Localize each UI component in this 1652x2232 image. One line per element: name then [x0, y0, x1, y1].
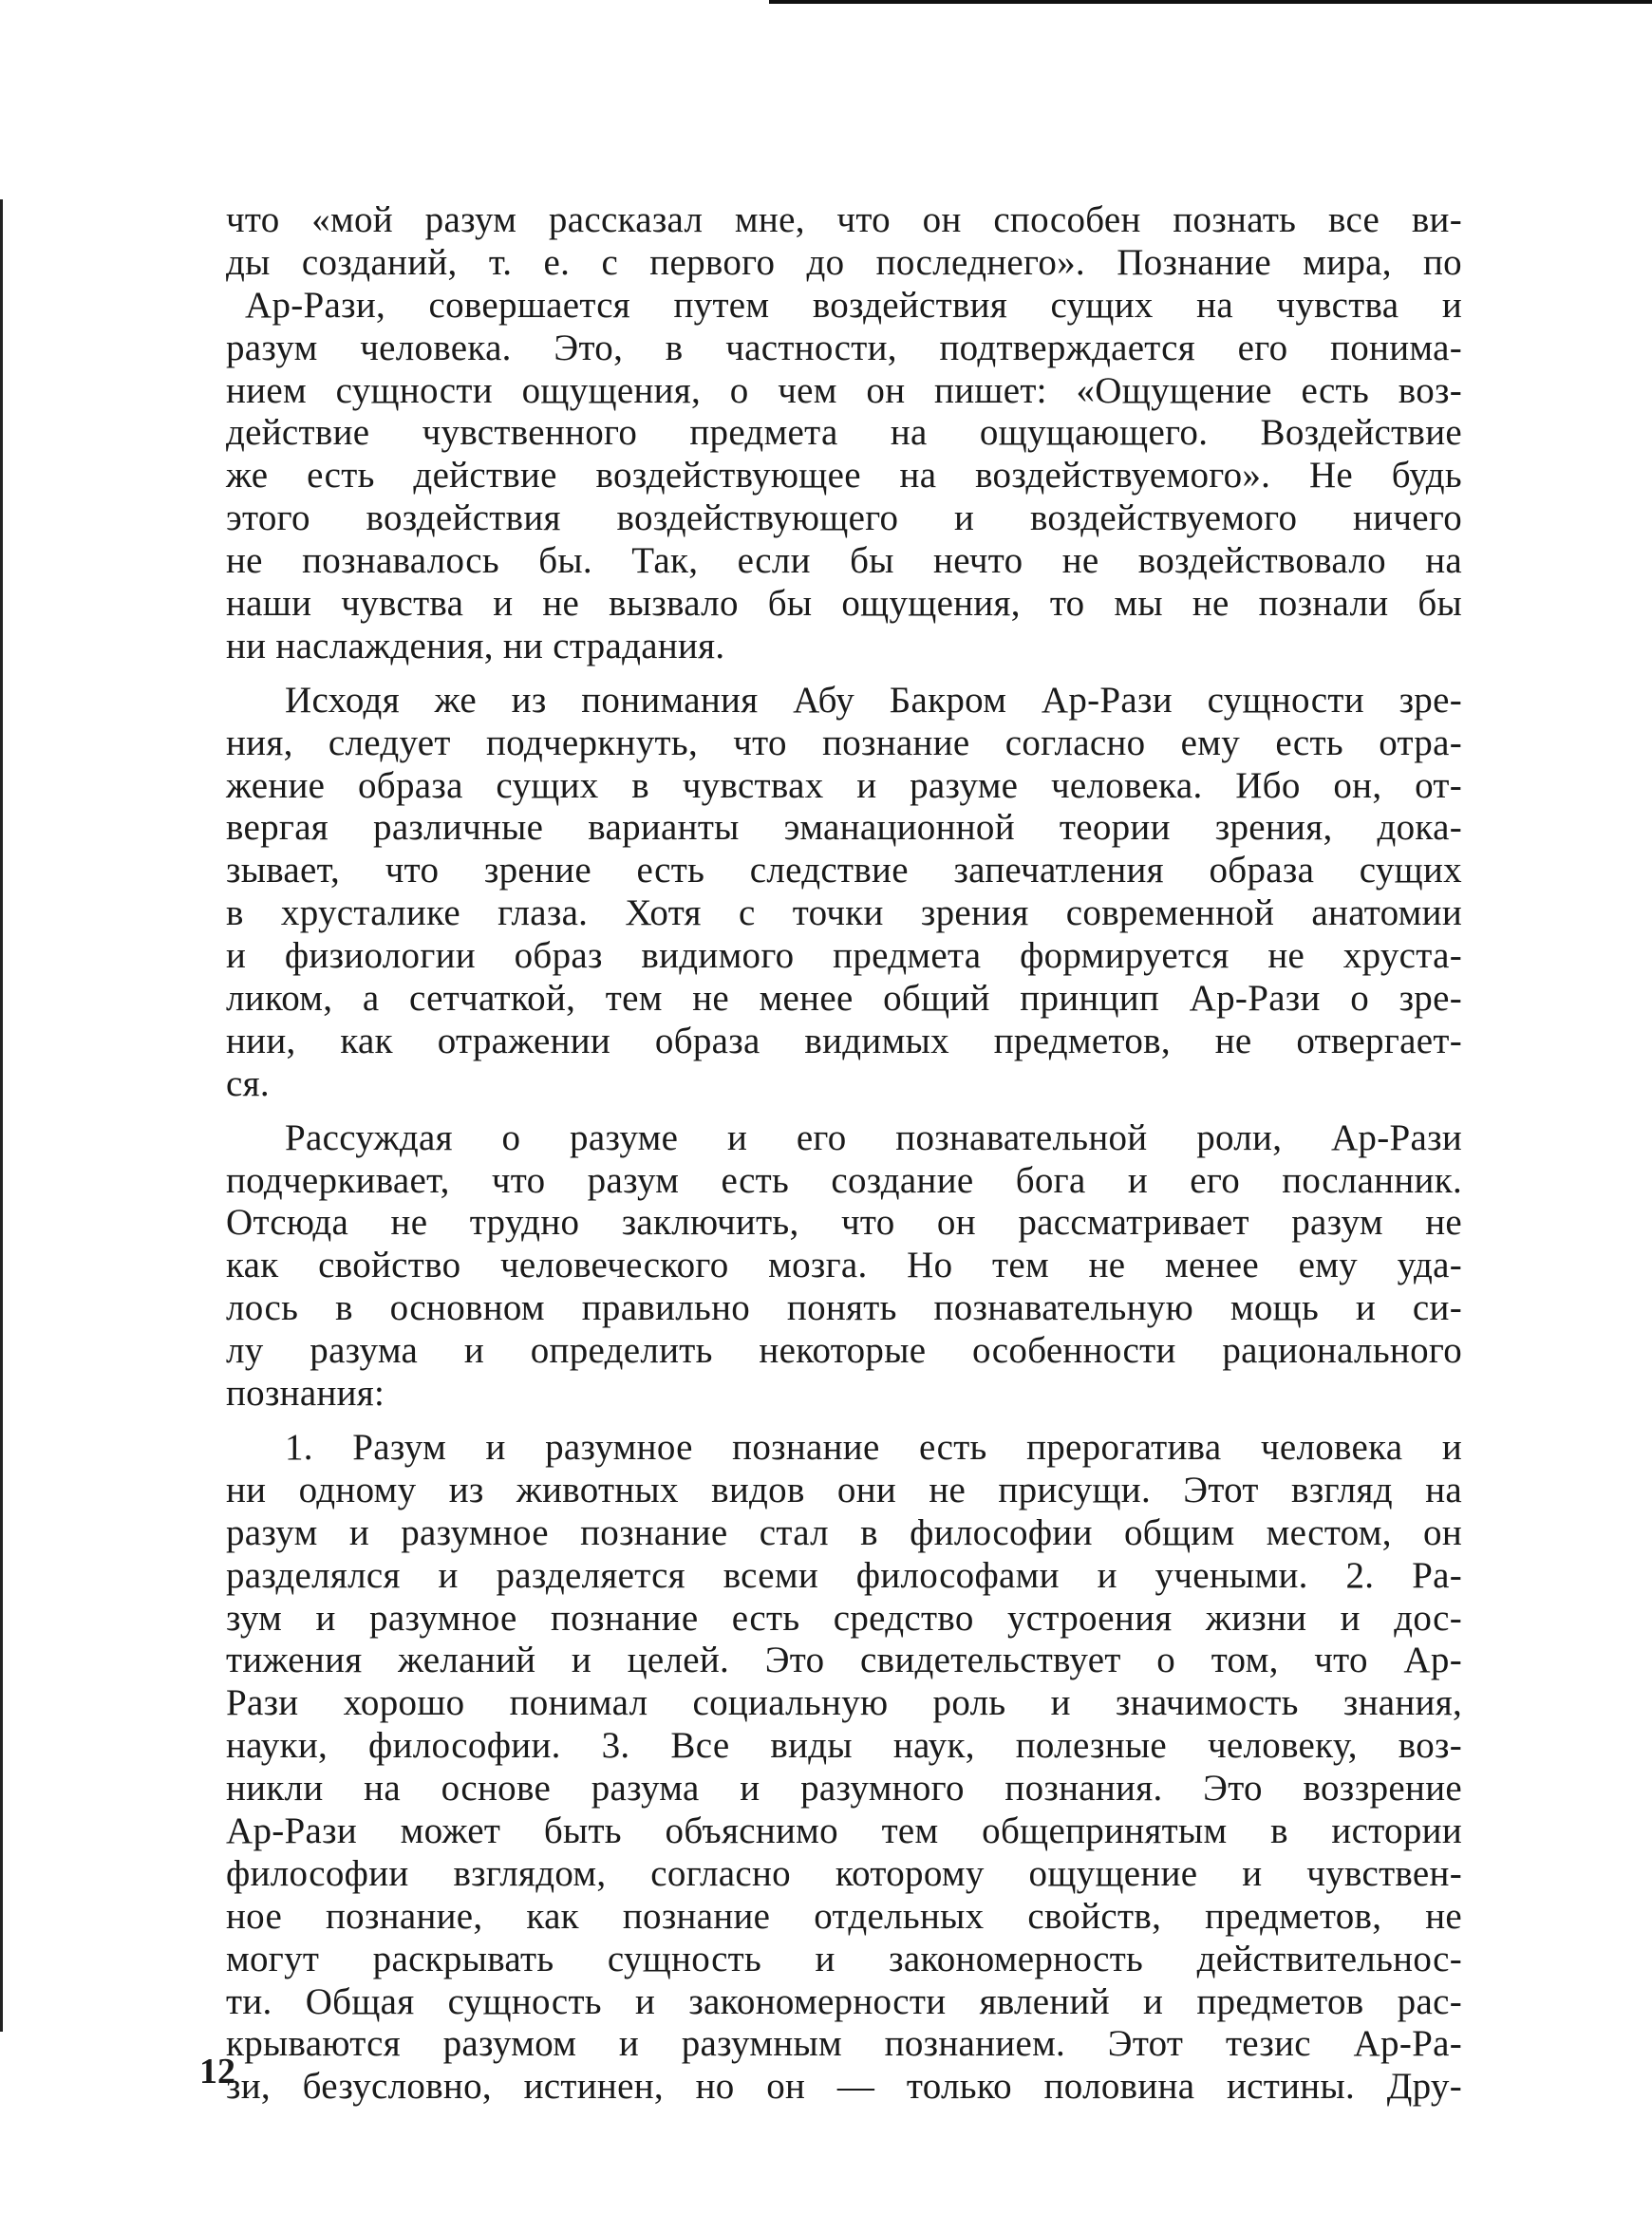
- text-line: Ар-Рази может быть объяснимо тем общепринятым в истории: [226, 1810, 1462, 1851]
- text-line: могут раскрывать сущность и закономерность действительнос-: [226, 1938, 1462, 1979]
- text-line: ни одному из животных видов они не присущи. Этот взгляд на: [226, 1469, 1462, 1510]
- text-line: лу разума и определить некоторые особенности рационального: [226, 1330, 1462, 1372]
- text-line: ся.: [226, 1062, 270, 1104]
- text-line: ды созданий, т. е. с первого до последнего». Познание мира, по: [226, 241, 1462, 283]
- text-line: и физиологии образ видимого предмета формируется не хруста-: [226, 935, 1462, 977]
- text-line: крываются разумом и разумным познанием. Этот тезис Ар-Ра-: [226, 2023, 1462, 2065]
- text-line: разум и разумное познание стал в философии общим местом, он: [226, 1511, 1462, 1553]
- paragraph-1: [226, 199, 1462, 668]
- text-line: Отсюда не трудно заключить, что он рассматривает разум не: [226, 1202, 1462, 1244]
- text-line: в хрусталике глаза. Хотя с точки зрения современной анатомии: [226, 892, 1462, 934]
- text-line: не познавалось бы. Так, если бы нечто не воздействовало на: [226, 540, 1462, 582]
- text-line: ния, следует подчеркнуть, что познание согласно ему есть отра-: [226, 722, 1462, 763]
- text-line: же есть действие воздействующее на воздействуемого». Не будь: [226, 455, 1462, 497]
- text-line: ти. Общая сущность и закономерности явлений и предметов рас-: [226, 1980, 1462, 2022]
- text-line: наши чувства и не вызвало бы ощущения, то мы не познали бы: [226, 583, 1462, 625]
- text-line: ликом, а сетчаткой, тем не менее общий принцип Ар-Рази о зре-: [226, 978, 1462, 1020]
- text-line: Ар-Рази, совершается путем воздействия сущих на чувства и: [245, 284, 1462, 326]
- text-line: вергая различные варианты эманационной теории зрения, дока-: [226, 807, 1462, 849]
- paragraph-4: [226, 1427, 1462, 2109]
- page-text: [226, 199, 1462, 2109]
- text-line: этого воздействия воздействующего и воздействуемого ничего: [226, 497, 1462, 539]
- text-line: Исходя же из понимания Абу Бакром Ар-Рази сущности зре-: [285, 679, 1462, 721]
- text-line: ни наслаждения, ни страдания.: [226, 625, 725, 666]
- text-line: зум и разумное познание есть средство устроения жизни и дос-: [226, 1597, 1462, 1639]
- text-line: Рассуждая о разуме и его познавательной роли, Ар-Рази: [285, 1116, 1462, 1158]
- text-line: 1. Разум и разумное познание есть прерогатива человека и: [285, 1426, 1462, 1468]
- text-line: жение образа сущих в чувствах и разуме человека. Ибо он, от-: [226, 764, 1462, 806]
- text-line: что «мой разум рассказал мне, что он способен познать все ви-: [226, 199, 1462, 240]
- text-line: разделялся и разделяется всеми философами и учеными. 2. Ра-: [226, 1554, 1462, 1596]
- text-line: нии, как отражении образа видимых предметов, не отвергает-: [226, 1020, 1462, 1061]
- text-line: никли на основе разума и разумного познания. Это воззрение: [226, 1768, 1462, 1810]
- text-line: зи, безусловно, истинен, но он — только половина истины. Дру-: [226, 2066, 1462, 2108]
- page-number: 12: [199, 2052, 235, 2091]
- text-line: лось в основном правильно понять познавательную мощь и си-: [226, 1287, 1462, 1329]
- text-line: подчеркивает, что разум есть создание бога и его посланник.: [226, 1159, 1462, 1201]
- text-line: Рази хорошо понимал социальную роль и значимость знания,: [226, 1682, 1462, 1724]
- text-line: ное познание, как познание отдельных свойств, предметов, не: [226, 1895, 1462, 1937]
- text-line: зывает, что зрение есть следствие запечатления образа сущих: [226, 850, 1462, 891]
- text-line: разум человека. Это, в частности, подтверждается его понима-: [226, 327, 1462, 368]
- text-line: действие чувственного предмета на ощущающего. Воздействие: [226, 412, 1462, 454]
- paragraph-3: [226, 1117, 1462, 1416]
- text-line: философии взглядом, согласно которому ощущение и чувствен-: [226, 1852, 1462, 1894]
- text-line: как свойство человеческого мозга. Но тем не менее ему уда-: [226, 1245, 1462, 1286]
- text-line: тижения желаний и целей. Это свидетельствует о том, что Ар-: [226, 1640, 1462, 1681]
- text-line: познания:: [226, 1373, 385, 1415]
- scan-edge-top: [769, 0, 1652, 4]
- text-line: нием сущности ощущения, о чем он пишет: «Ощущение есть воз-: [226, 369, 1462, 411]
- paragraph-2: [226, 680, 1462, 1106]
- scan-edge-left: [0, 199, 3, 2032]
- text-line: науки, философии. 3. Все виды наук, полезные человеку, воз-: [226, 1725, 1462, 1767]
